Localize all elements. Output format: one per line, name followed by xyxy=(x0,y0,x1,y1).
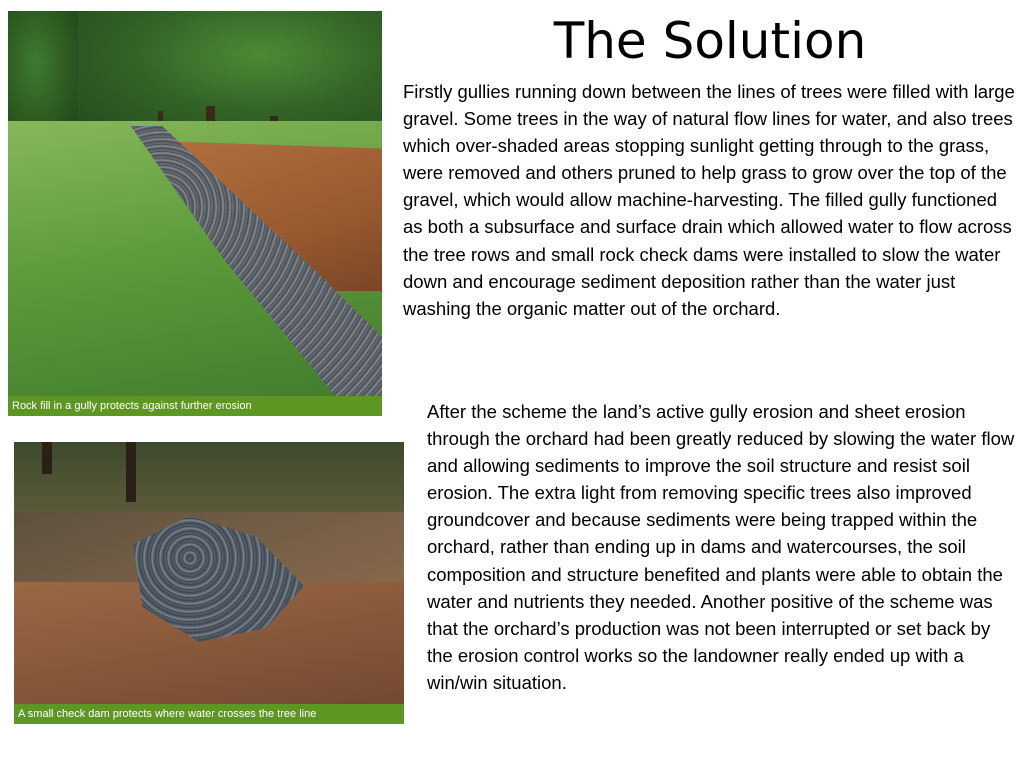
photo-trunk xyxy=(126,442,136,502)
photo-caption: A small check dam protects where water crosses the tree line xyxy=(14,704,404,724)
solution-paragraph-2: After the scheme the land’s active gully erosion and sheet erosion through the orchard had been greatly reduced by slowing the water flow and allowing sediments to improve the soil structure and resist soil erosion. The extra light from removing specific trees also improved groundcover and because sediments were being trapped within the orchard, rather than ending up in dams and watercourses, the soil composition and structure benefited and plants were able to obtain the water and nutrients they needed. Another positive of the scheme was that the orchard’s production was not been interrupted or set back by the erosion control works so the landowner really ended up with a win/win situation. xyxy=(427,401,1015,693)
photo-trunk xyxy=(42,442,52,474)
photo-grass-top xyxy=(14,442,404,512)
orchard-gully-photo xyxy=(8,11,382,416)
photo-right-trees xyxy=(78,11,382,136)
solution-paragraph-1: Firstly gullies running down between the lines of trees were filled with large gravel. Some trees in the way of natural flow lines for water, and also trees which over-shaded areas stopping sunlight getting through to the grass, were removed and others pruned to help grass to grow over the top of the gravel, which would allow machine-harvesting. The filled gully functioned as both a subsurface and surface drain which allowed water to flow across the tree rows and small rock check dams were installed to slow the water down and encourage sediment deposition rather than the water just washing the organic matter out of the orchard. xyxy=(403,81,1015,319)
photo-caption: Rock fill in a gully protects against further erosion xyxy=(8,396,382,416)
slide-title: The Solution xyxy=(553,12,867,70)
check-dam-photo xyxy=(14,442,404,724)
